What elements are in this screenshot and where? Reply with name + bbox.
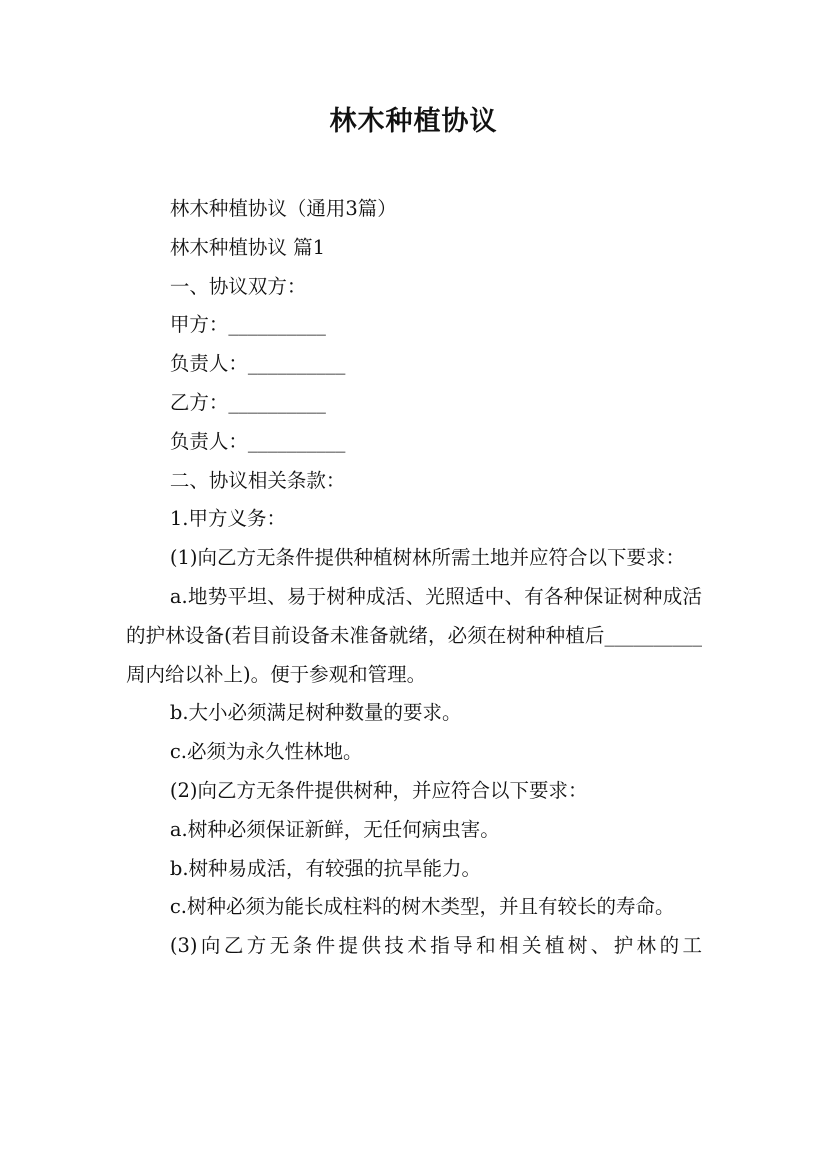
paragraph-party-a: 甲方：__________	[169, 313, 326, 337]
paragraph-clause-2: (2)向乙方无条件提供树种，并应符合以下要求：	[169, 778, 588, 802]
paragraph-party-b: 乙方：__________	[169, 390, 326, 414]
paragraph-party-a-duties: 1.甲方义务：	[169, 507, 286, 531]
paragraph-clause-1b: b.大小必须满足树种数量的要求。	[169, 701, 462, 725]
paragraph-section-heading: 林木种植协议 篇1	[169, 235, 325, 259]
paragraph-parties-heading: 一、协议双方：	[169, 274, 307, 298]
paragraph-party-b-manager: 负责人：__________	[169, 429, 346, 453]
paragraph-clause-2b: b.树种易成活，有较强的抗旱能力。	[169, 856, 482, 880]
paragraph-clause-1c: c.必须为永久性林地。	[169, 740, 363, 764]
paragraph-clause-3: (3)向乙方无条件提供技术指导和相关植树、护林的工	[169, 934, 702, 958]
paragraph-clause-1: (1)向乙方无条件提供种植树林所需土地并应符合以下要求：	[169, 546, 685, 570]
paragraph-clause-1a: a.地势平坦、易于树种成活、光照适中、有各种保证树种成活的护林设备(若目前设备未准备就绪，必须在树种种植后__________周内给以补上)。便于参观和管理。	[126, 584, 702, 686]
document-body	[126, 190, 702, 966]
paragraph-subtitle: 林木种植协议（通用3篇）	[169, 197, 397, 220]
paragraph-clause-2c: c.树种必须为能长成柱料的树木类型，并且有较长的寿命。	[169, 895, 675, 919]
paragraph-terms-heading: 二、协议相关条款：	[169, 468, 346, 492]
paragraph-party-a-manager: 负责人：__________	[169, 352, 346, 376]
document-title: 林木种植协议	[329, 106, 498, 137]
paragraph-clause-2a: a.树种必须保证新鲜，无任何病虫害。	[169, 817, 500, 841]
